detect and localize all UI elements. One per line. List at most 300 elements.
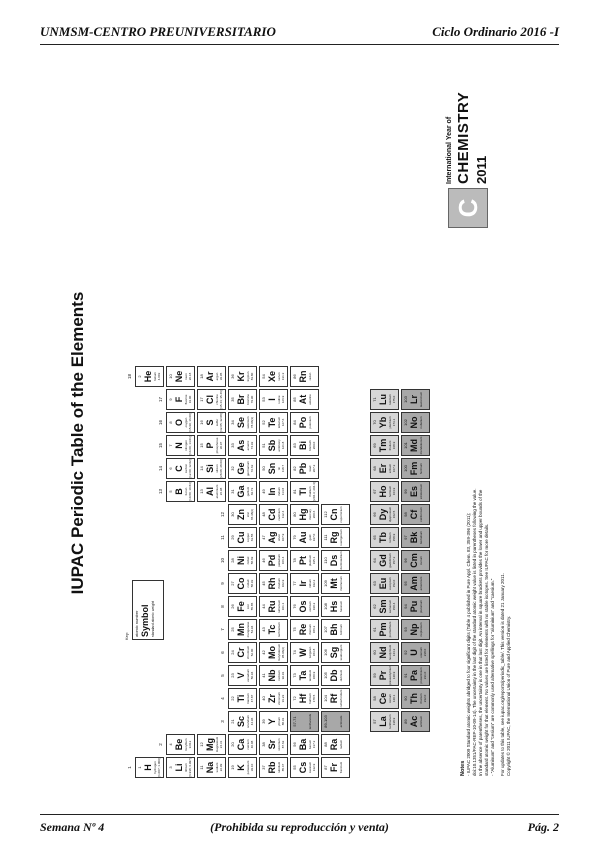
element-cell-be: [166, 734, 195, 755]
atomic-weight: 87.62: [281, 740, 285, 749]
element-cell-rg: [321, 527, 350, 548]
element-symbol: O: [174, 419, 184, 427]
element-cell-lanthanoids: [290, 711, 319, 732]
element-name: rubidium: [277, 761, 281, 774]
atomic-number: 74: [292, 650, 297, 655]
element-name: actinium: [419, 715, 423, 728]
element-cell-ba: [290, 734, 319, 755]
atomic-weight: 140.1: [392, 694, 396, 703]
element-symbol: Ir: [298, 580, 308, 587]
atomic-number: 97: [403, 535, 408, 540]
element-name: nobelium: [419, 416, 423, 429]
element-name: promethium: [388, 621, 392, 638]
notes-line: standard atomic weight for that element. No values are listed for elements with no stable isotopes. See IUPAC for more details.: [484, 523, 489, 776]
element-cell-pa: [401, 665, 430, 686]
atomic-number: 72: [292, 696, 297, 701]
atomic-weight: 197.0: [312, 533, 316, 542]
element-name: copernicium: [339, 506, 343, 523]
element-cell-cl: [197, 389, 226, 410]
element-cell-cf: [401, 504, 430, 525]
element-cell-c: [166, 458, 195, 479]
atomic-number: 3: [168, 766, 173, 769]
atomic-weight: 102.9: [281, 579, 285, 588]
iyc-emblem-letter: C: [453, 198, 483, 218]
element-name: scandium: [246, 715, 250, 728]
element-symbol: Ag: [267, 531, 277, 544]
atomic-number: 106: [323, 649, 328, 656]
element-symbol: Pb: [298, 462, 308, 475]
group-number: 15: [158, 443, 163, 449]
element-cell-li: [166, 757, 195, 778]
element-cell-dy: [370, 504, 399, 525]
atomic-weight: [32.05; 32.08]: [219, 413, 223, 432]
atomic-number: 79: [292, 535, 297, 540]
atomic-number: 64: [372, 558, 377, 563]
element-cell-bi: [290, 435, 319, 456]
element-symbol: La: [378, 716, 388, 727]
notes-line: In the absence of parentheses, the uncertainty is one in that last digit. An interval in square brackets provides the lower and upper bounds of the: [478, 489, 483, 776]
element-name: zinc: [246, 511, 250, 518]
atomic-number: 91: [403, 673, 408, 678]
element-name: tantalum: [308, 669, 312, 682]
atomic-weight: 192.2: [312, 579, 316, 588]
element-name: rhodium: [277, 578, 281, 589]
element-symbol: Cd: [267, 508, 277, 521]
element-symbol: Sc: [236, 716, 246, 728]
element-symbol: S: [205, 419, 215, 426]
element-cell-ar: [197, 366, 226, 387]
iyc-line2: CHEMISTRY: [455, 91, 472, 184]
element-name: nickel: [246, 556, 250, 565]
element-cell-sc: [228, 711, 257, 732]
element-cell-n: [166, 435, 195, 456]
iyc-emblem: [448, 188, 488, 228]
atomic-number: 71: [372, 397, 377, 402]
element-name: vanadium: [246, 669, 250, 683]
atomic-weight: 238.0: [423, 648, 427, 657]
element-cell-ds: [321, 550, 350, 571]
element-cell-eu: [370, 573, 399, 594]
element-name: lithium: [184, 763, 188, 772]
atomic-weight: 150.4: [392, 602, 396, 611]
element-name: berkelium: [419, 531, 423, 545]
element-cell-cs: [290, 757, 319, 778]
element-symbol: Y: [267, 718, 277, 725]
atomic-weight: 92.91: [281, 671, 285, 680]
atomic-number: 87: [323, 765, 328, 770]
element-cell-ho: [370, 481, 399, 502]
element-name: nitrogen: [184, 440, 188, 451]
element-symbol: V: [236, 672, 246, 679]
element-cell-np: [401, 619, 430, 640]
atomic-weight: 152.0: [392, 579, 396, 588]
element-cell-fe: [228, 596, 257, 617]
atomic-weight: 4.003: [157, 372, 161, 381]
element-name: magnesium: [215, 736, 219, 753]
element-symbol: Dy: [378, 508, 388, 521]
atomic-number: 96: [403, 558, 408, 563]
element-cell-nd: [370, 642, 399, 663]
element-cell-tl: [290, 481, 319, 502]
element-cell-tm: [370, 435, 399, 456]
element-symbol: Tm: [378, 438, 388, 453]
group-number: 10: [220, 558, 225, 564]
element-name: cadmium: [277, 508, 281, 521]
atomic-number: 17: [199, 397, 204, 402]
atomic-weight: 91.22: [281, 694, 285, 703]
element-symbol: Au: [298, 531, 308, 544]
element-name: mendelevium: [419, 436, 423, 455]
element-name: radon: [308, 372, 312, 381]
element-name: hafnium: [308, 693, 312, 704]
atomic-weight: 157.3: [392, 556, 396, 565]
element-cell-ir: [290, 573, 319, 594]
group-number: 11: [220, 535, 225, 540]
element-symbol: Zn: [236, 509, 246, 520]
atomic-number: 30: [230, 512, 235, 517]
element-cell-re: [290, 619, 319, 640]
atomic-number: 20: [230, 742, 235, 747]
element-name: protactinium: [419, 667, 423, 684]
atomic-number: 107: [323, 626, 328, 633]
atomic-weight: 101.1: [281, 602, 285, 611]
atomic-weight: 232.0: [423, 694, 427, 703]
element-name: radium: [339, 739, 343, 750]
atomic-weight: 39.95: [219, 372, 223, 381]
element-cell-actinoids: [321, 711, 350, 732]
atomic-weight: 162.5: [392, 510, 396, 519]
atomic-number: 12: [199, 742, 204, 747]
element-name: ytterbium: [388, 416, 392, 429]
element-name: bohrium: [339, 624, 343, 635]
element-symbol: Ne: [174, 370, 184, 383]
element-cell-fr: [321, 757, 350, 778]
element-symbol: Os: [298, 600, 308, 613]
element-name: iridium: [308, 579, 312, 588]
element-symbol: Cm: [409, 553, 419, 568]
element-cell-ge: [228, 458, 257, 479]
periodic-table-rotated: [60, 88, 540, 798]
element-name: roentgenium: [339, 529, 343, 546]
atomic-number: 68: [372, 466, 377, 471]
element-symbol: Lr: [409, 395, 419, 404]
element-symbol: Ra: [329, 738, 339, 751]
element-name: californium: [419, 507, 423, 522]
element-symbol: Re: [298, 623, 308, 636]
atomic-number: 48: [261, 512, 266, 517]
element-cell-hf: [290, 688, 319, 709]
element-symbol: Rf: [329, 693, 339, 704]
header-cycle: Ciclo Ordinario 2016 -I: [432, 24, 559, 39]
atomic-weight: 107.9: [281, 533, 285, 542]
element-symbol: Hs: [329, 600, 339, 613]
atomic-weight: [35.44; 35.46]: [219, 390, 223, 409]
element-symbol: P: [205, 442, 215, 449]
element-name: yttrium: [277, 717, 281, 726]
element-symbol: Nd: [378, 646, 388, 659]
atomic-number: 78: [292, 558, 297, 563]
atomic-weight: [6.938; 6.997]: [188, 758, 192, 777]
element-name: holmium: [388, 485, 392, 498]
element-cell-bh: [321, 619, 350, 640]
element-name: dubnium: [339, 669, 343, 682]
atomic-number: 21: [230, 719, 235, 724]
atomic-weight: [1.007; 1.009]: [157, 758, 161, 777]
atomic-weight: 69.72: [250, 487, 254, 496]
atomic-weight: 121.8: [281, 441, 285, 450]
notes-line: doi:10.1351/PAC-REP-10-09-14). The uncertainty in the last digit of the standard atomic weight value is listed in parentheses following the value.: [472, 488, 477, 776]
element-cell-pb: [290, 458, 319, 479]
atomic-number: 32: [230, 466, 235, 471]
element-symbol: Th: [409, 693, 419, 704]
atomic-number: 93: [403, 627, 408, 632]
element-name: titanium: [246, 693, 250, 704]
element-cell-lu: [370, 389, 399, 410]
element-symbol: Hf: [298, 693, 308, 704]
element-cell-y: [259, 711, 288, 732]
atomic-weight: 58.69: [250, 556, 254, 565]
group-number: 17: [158, 397, 163, 403]
atomic-weight: 30.97: [219, 441, 223, 450]
element-name: palladium: [277, 554, 281, 567]
atomic-weight: 118.7: [281, 464, 285, 473]
element-name: plutonium: [419, 600, 423, 614]
element-name: fermium: [419, 463, 423, 474]
element-cell-sn: [259, 458, 288, 479]
element-name: mercury: [308, 509, 312, 520]
element-name: dysprosium: [388, 506, 392, 523]
atomic-weight: 58.93: [250, 579, 254, 588]
element-cell-zr: [259, 688, 288, 709]
atomic-number: 80: [292, 512, 297, 517]
element-cell-na: [197, 757, 226, 778]
atomic-number: 53: [261, 397, 266, 402]
element-name: molybdenum: [277, 643, 281, 662]
atomic-number: 22: [230, 696, 235, 701]
atomic-weight: 180.9: [312, 671, 316, 680]
footer-week: Semana Nº 4: [40, 820, 105, 834]
atomic-number: 23: [230, 673, 235, 678]
atomic-weight: 190.2: [312, 602, 316, 611]
table-title: IUPAC Periodic Table of the Elements: [68, 291, 87, 595]
page-footer: [40, 820, 559, 838]
element-cell-pm: [370, 619, 399, 640]
atomic-number: 44: [261, 604, 266, 609]
atomic-number: 86: [292, 374, 297, 379]
element-cell-mo: [259, 642, 288, 663]
element-cell-i: [259, 389, 288, 410]
atomic-number: 45: [261, 581, 266, 586]
element-cell-tc: [259, 619, 288, 640]
element-symbol: Bh: [329, 623, 339, 636]
atomic-number: 42: [261, 650, 266, 655]
element-symbol: Mt: [329, 578, 339, 589]
atomic-number: 99: [403, 489, 408, 494]
element-name: polonium: [308, 416, 312, 429]
atomic-weight: 137.3: [312, 740, 316, 749]
atomic-weight: 83.80: [250, 372, 254, 381]
notes-line: For updates to this table, see iupac.org/reports/periodic_table/. This version is dated 21 January 2011.: [500, 573, 505, 776]
element-symbol: B: [174, 488, 184, 495]
atomic-number: 9: [168, 398, 173, 401]
atomic-number: 109: [323, 580, 328, 587]
atomic-number: 49: [261, 489, 266, 494]
element-symbol: Lu: [378, 394, 388, 405]
element-symbol: Xe: [267, 371, 277, 383]
periodic-table-figure: [60, 88, 540, 798]
atomic-weight: 164.9: [392, 487, 396, 496]
element-symbol: Al: [205, 487, 215, 496]
atomic-number: 37: [261, 765, 266, 770]
atomic-weight: 168.9: [392, 441, 396, 450]
element-name: rutherfordium: [339, 689, 343, 708]
element-name: europium: [388, 577, 392, 590]
atomic-weight: 186.2: [312, 625, 316, 634]
element-cell-se: [228, 412, 257, 433]
atomic-number: 76: [292, 604, 297, 609]
element-symbol: Sm: [378, 599, 388, 614]
atomic-number: 60: [372, 650, 377, 655]
element-cell-la: [370, 711, 399, 732]
element-name: darmstadtium: [339, 551, 343, 570]
element-name: praseodymium: [388, 665, 392, 685]
element-symbol: Fm: [409, 461, 419, 476]
element-cell-kr: [228, 366, 257, 387]
group-number: 6: [220, 651, 225, 654]
element-symbol: Tc: [267, 624, 277, 635]
element-cell-sb: [259, 435, 288, 456]
element-symbol: K: [236, 764, 246, 771]
footer-rule: [40, 814, 559, 815]
element-name: krypton: [246, 371, 250, 382]
atomic-number: 27: [230, 581, 235, 586]
atomic-number: 100: [403, 465, 408, 472]
element-symbol: Hg: [298, 508, 308, 521]
atomic-number: 108: [323, 603, 328, 610]
key-atomic-number: atomic number: [134, 610, 139, 637]
element-name: thallium: [308, 486, 312, 497]
element-cell-am: [401, 573, 430, 594]
element-symbol: Tl: [298, 487, 308, 496]
element-symbol: Ac: [409, 715, 419, 728]
element-name: samarium: [388, 599, 392, 614]
atomic-number: 58: [372, 696, 377, 701]
atomic-number: 16: [199, 420, 204, 425]
element-symbol: Kr: [236, 371, 246, 382]
element-symbol: Pu: [409, 600, 419, 613]
element-name: zirconium: [277, 692, 281, 705]
atomic-weight: 173.1: [392, 418, 396, 427]
atomic-number: 62: [372, 604, 377, 609]
element-name: germanium: [246, 461, 250, 477]
group-number: 8: [220, 605, 225, 608]
element-symbol: Rg: [329, 531, 339, 544]
atomic-number: 65: [372, 535, 377, 540]
element-name: oxygen: [184, 417, 188, 428]
atomic-number: 61: [372, 627, 377, 632]
element-cell-pu: [401, 596, 430, 617]
element-symbol: N: [174, 442, 184, 449]
element-cell-p: [197, 435, 226, 456]
element-symbol: W: [298, 648, 308, 657]
element-symbol: At: [298, 394, 308, 405]
atomic-weight: 167.3: [392, 464, 396, 473]
atomic-weight: 52.00: [250, 648, 254, 657]
element-name: francium: [339, 761, 343, 774]
atomic-number: 104: [323, 695, 328, 702]
element-symbol: Zr: [267, 694, 277, 703]
element-cell-es: [401, 481, 430, 502]
atomic-number: 81: [292, 489, 297, 494]
element-symbol: He: [143, 370, 153, 383]
element-name: neodymium: [388, 644, 392, 661]
atomic-weight: 231.0: [423, 671, 427, 680]
atomic-weight: 207.2: [312, 464, 316, 473]
element-cell-ra: [321, 734, 350, 755]
atomic-weight: 24.31: [219, 740, 223, 749]
element-symbol: No: [409, 416, 419, 429]
atomic-number: 110: [323, 557, 328, 564]
element-name: potassium: [246, 760, 250, 775]
element-name: gallium: [246, 486, 250, 497]
element-symbol: Sn: [267, 462, 277, 475]
atomic-weight: 131.3: [281, 372, 285, 381]
atomic-number: 102: [403, 419, 408, 426]
element-name: calcium: [246, 739, 250, 750]
atomic-weight: 158.9: [392, 533, 396, 542]
atomic-number: 70: [372, 420, 377, 425]
atomic-weight: [15.99; 16.00]: [188, 413, 192, 432]
element-name: seaborgium: [339, 644, 343, 661]
atomic-weight: 22.99: [219, 763, 223, 772]
atomic-number: 51: [261, 443, 266, 448]
element-symbol: Er: [378, 463, 388, 474]
element-cell-rn: [290, 366, 319, 387]
atomic-number: 4: [168, 743, 173, 746]
footer-page: Pág. 2: [527, 820, 559, 834]
element-name: thulium: [388, 440, 392, 451]
element-cell-b: [166, 481, 195, 502]
element-symbol: Db: [329, 669, 339, 682]
element-symbol: Na: [205, 761, 215, 774]
element-cell-ta: [290, 665, 319, 686]
element-symbol: Be: [174, 738, 184, 751]
element-cell-hs: [321, 596, 350, 617]
element-cell-ca: [228, 734, 257, 755]
element-name: osmium: [308, 601, 312, 612]
atomic-weight: 63.55: [250, 533, 254, 542]
notes-line: - "Aluminum" and "cesium" are commonly used alternative spellings for "aluminium" and "caesium.": [490, 578, 495, 776]
atomic-number: 56: [292, 742, 297, 747]
element-symbol: Eu: [378, 577, 388, 590]
element-cell-os: [290, 596, 319, 617]
element-name: boron: [184, 487, 188, 496]
element-symbol: Te: [267, 417, 277, 428]
element-symbol: Ca: [236, 738, 246, 751]
element-name: curium: [419, 556, 423, 566]
element-name: neon: [184, 373, 188, 380]
atomic-number: 89: [403, 719, 408, 724]
atomic-weight: 126.9: [281, 395, 285, 404]
element-name: silicon: [215, 464, 219, 473]
element-cell-rf: [321, 688, 350, 709]
element-name: lanthanoids: [308, 713, 312, 730]
element-cell-mn: [228, 619, 257, 640]
element-symbol: Gd: [378, 554, 388, 567]
element-name: hassium: [339, 600, 343, 613]
element-name: iodine: [277, 395, 281, 404]
element-cell-db: [321, 665, 350, 686]
